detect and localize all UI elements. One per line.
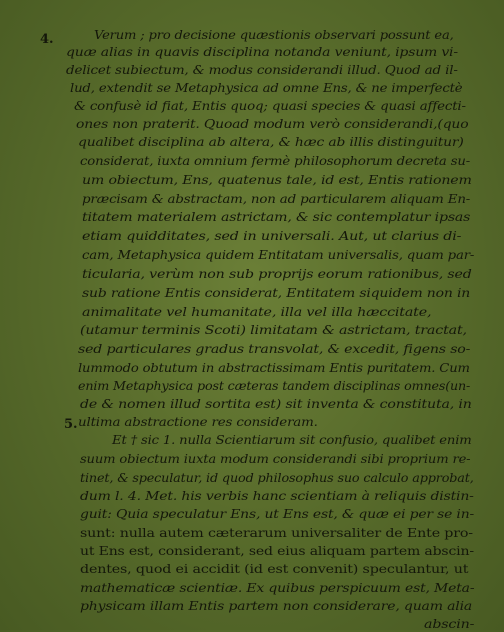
text-line: de & nomen illud sortita est) sit inventa & constituta, in bbox=[80, 396, 472, 411]
text-line: (utamur terminis Scoti) limitatam & astrictam, tractat, bbox=[80, 322, 467, 337]
text-line: animalitate vel humanitate, illa vel illa hæccitate, bbox=[82, 304, 432, 319]
paragraph-number-4: 4. bbox=[40, 32, 54, 47]
text-line: dentes, quod ei accidit (id est convenit) speculantur, ut bbox=[80, 561, 469, 576]
text-line: sunt: nulla autem cæterarum universaliter de Ente pro- bbox=[80, 525, 473, 540]
text-line: & confusè id fiat, Entis quoq; quasi species & quasi affecti- bbox=[74, 98, 466, 113]
text-line: etiam quidditates, sed in universali. Aut, ut clarius di- bbox=[82, 228, 462, 243]
text-line: ut Ens est, considerant, sed eius aliquam partem abscin- bbox=[80, 543, 474, 558]
text-line: ultima abstractione res consideraт. bbox=[78, 414, 318, 429]
text-line: considerat, iuxta omnium fermè philosophorum decreta su- bbox=[80, 153, 471, 168]
text-line: præcisam & abstractam, non ad particularem aliquam En- bbox=[82, 191, 471, 206]
text-line: qualibet disciplina ab altera, & hæc ab illis distinguitur) bbox=[78, 134, 464, 149]
text-line: physicam illam Entis partem non considerare, quam alia bbox=[80, 598, 473, 613]
text-line: lummodo obtutum in abstractissimam Entis puritatem. Cum bbox=[78, 360, 470, 375]
paragraph-number-5: 5. bbox=[64, 417, 78, 432]
text-line: mathematicæ scientiæ. Ex quibus perspicuum est, Meta- bbox=[80, 580, 475, 595]
text-line: ticularia, verùm non sub proprijs eorum rationibus, sed bbox=[82, 266, 472, 281]
text-line: delicet subiectum, & modus considerandi illud. Quod ad il- bbox=[66, 62, 458, 77]
text-line: guit: Quia speculatur Ens, ut Ens est, & quæ ei per se in- bbox=[80, 506, 475, 521]
text-line: abscin- bbox=[424, 616, 475, 631]
text-line: suum obiectum iuxta modum considerandi sibi proprium re- bbox=[80, 451, 471, 466]
text-line: Verum ; pro decisione quæstionis observari possunt ea, bbox=[94, 27, 454, 42]
text-line: titatem materialem astrictam, & sic contemplatur ipsas bbox=[82, 209, 471, 224]
text-line: cam, Metaphysica quidem Entitatam universalis, quam par- bbox=[82, 247, 475, 262]
text-line: dum l. 4. Met. his verbis hanc scientiam à reliquis distin- bbox=[80, 488, 474, 503]
text-line: ones non praterit. Quoad modum verò considerandi,(quo bbox=[76, 116, 469, 131]
text-line: um obiectum, Ens, quatenus tale, id est, Entis rationem bbox=[82, 172, 472, 187]
text-line: enim Metaphysica post cæteras tandem disciplinas omnes(un- bbox=[78, 378, 471, 393]
text-line: quæ alias in quavis disciplina notanda veniunt, ipsum vi- bbox=[66, 44, 458, 59]
text-line: Et † sic 1. nulla Scientiarum sit confusio, qualibet enim bbox=[112, 432, 472, 447]
text-line: sed particulares gradus transvolat, & excedit, figens so- bbox=[78, 341, 471, 356]
text-line: tinet, & speculatur, id quod philosophus suo calculo approbat, bbox=[80, 470, 474, 485]
text-line: lud, extendit se Metaphysica ad omne Ens, & ne imperfectè bbox=[70, 80, 463, 95]
text-line: sub ratione Entis considerat, Entitatem siquidem non in bbox=[82, 285, 471, 300]
